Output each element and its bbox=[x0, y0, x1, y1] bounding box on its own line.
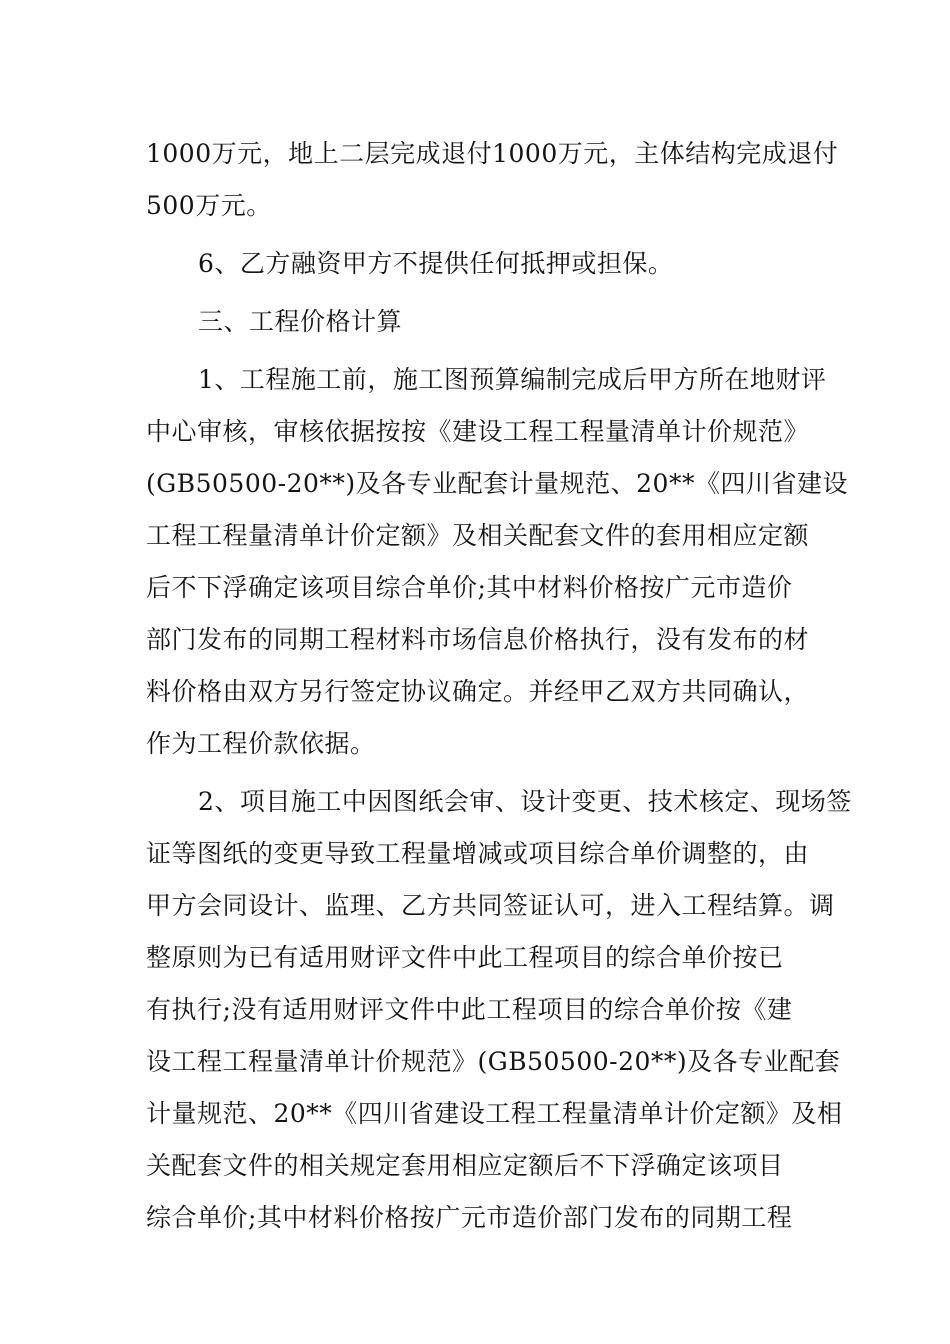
paragraph-line: 500万元。 bbox=[146, 191, 272, 220]
paragraph-1-line: 工程工程量清单计价定额》及相关配套文件的套用相应定额 bbox=[146, 521, 810, 550]
paragraph-1-line: 部门发布的同期工程材料市场信息价格执行，没有发布的材 bbox=[146, 625, 810, 654]
paragraph-2-line: 整原则为已有适用财评文件中此工程项目的综合单价按已 bbox=[146, 943, 784, 972]
paragraph-1-line: 后不下浮确定该项目综合单价;其中材料价格按广元市造价 bbox=[146, 573, 793, 602]
list-item-6: 6、乙方融资甲方不提供任何抵押或担保。 bbox=[198, 249, 674, 278]
paragraph-2-line: 2、项目施工中因图纸会审、设计变更、技术核定、现场签 bbox=[198, 787, 852, 816]
paragraph-1-line: 作为工程价款依据。 bbox=[146, 729, 376, 758]
paragraph-2-line: 计量规范、20**《四川省建设工程工程量清单计价定额》及相 bbox=[146, 1099, 843, 1128]
paragraph-1-line: (GB50500-20**)及各专业配套计量规范、20**《四川省建设 bbox=[146, 469, 848, 498]
paragraph-1-line: 1、工程施工前，施工图预算编制完成后甲方所在地财评 bbox=[198, 365, 827, 394]
paragraph-2-line: 综合单价;其中材料价格按广元市造价部门发布的同期工程 bbox=[146, 1203, 793, 1232]
paragraph-2-line: 设工程工程量清单计价规范》(GB50500-20**)及各专业配套 bbox=[146, 1047, 841, 1076]
section-heading: 三、工程价格计算 bbox=[198, 307, 403, 336]
paragraph-line: 1000万元，地上二层完成退付1000万元，主体结构完成退付 bbox=[146, 139, 839, 168]
paragraph-1-line: 中心审核，审核依据按按《建设工程工程量清单计价规范》 bbox=[146, 417, 810, 446]
document-body bbox=[146, 128, 852, 1244]
paragraph-2-line: 证等图纸的变更导致工程量增减或项目综合单价调整的，由 bbox=[146, 839, 810, 868]
paragraph-2-line: 关配套文件的相关规定套用相应定额后不下浮确定该项目 bbox=[146, 1151, 784, 1180]
paragraph-1-line: 料价格由双方另行签定协议确定。并经甲乙双方共同确认， bbox=[146, 677, 810, 706]
paragraph-2-line: 有执行;没有适用财评文件中此工程项目的综合单价按《建 bbox=[146, 995, 793, 1024]
paragraph-2-line: 甲方会同设计、监理、乙方共同签证认可，进入工程结算。调 bbox=[146, 891, 835, 920]
